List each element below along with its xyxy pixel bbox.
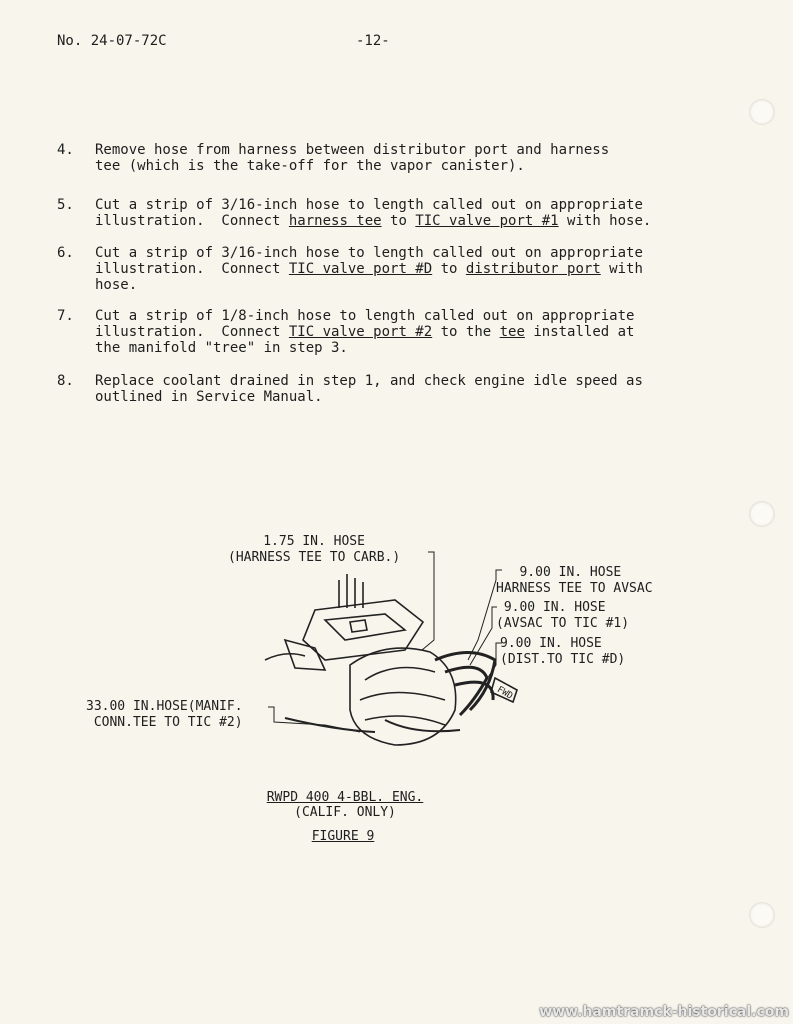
step-text: Cut a strip of 1/8-inch hose to length called out on appropriate illustration. Connect TIC valve port #2 to the tee installed at the manifold "tree" in step 3. <box>95 308 635 356</box>
callout-ticd-hose: 9.00 IN. HOSE (DIST.TO TIC #D) <box>500 636 626 667</box>
underlined-term: tee <box>499 324 525 340</box>
step-text: Cut a strip of 3/16-inch hose to length called out on appropriate illustration. Connect harness tee to TIC valve port #1 with hose. <box>95 197 652 229</box>
watermark: www.hamtramck-historical.com <box>539 1004 789 1020</box>
callout-tic1-hose: 9.00 IN. HOSE (AVSAC TO TIC #1) <box>496 600 630 631</box>
figure-title: FIGURE 9 <box>311 829 375 844</box>
underlined-term: TIC valve port #2 <box>288 324 433 340</box>
underlined-term: TIC valve port #1 <box>415 213 559 229</box>
step-text: Cut a strip of 3/16-inch hose to length called out on appropriate illustration. Connect TIC valve port #D to distributor port with hose. <box>95 245 643 293</box>
forward-label: FWD <box>495 684 515 702</box>
step-text: Replace coolant drained in step 1, and check engine idle speed as outlined in Service Manual. <box>95 373 643 405</box>
step-number: 8. <box>57 373 74 389</box>
step-number: 5. <box>57 197 74 213</box>
document-number: No. 24-07-72C <box>57 33 167 49</box>
underlined-term: distributor port <box>465 261 601 277</box>
step-number: 6. <box>57 245 74 261</box>
callout-manif-hose: 33.00 IN.HOSE(MANIF. CONN.TEE TO TIC #2) <box>86 699 243 730</box>
engine-caption: RWPD 400 4-BBL. ENG. (CALIF. ONLY) <box>266 790 424 820</box>
step-number: 4. <box>57 142 74 158</box>
callout-avsac-hose: 9.00 IN. HOSE HARNESS TEE TO AVSAC <box>496 565 653 596</box>
underlined-term: TIC valve port #D <box>288 261 433 277</box>
step-text: Remove hose from harness between distributor port and harness tee (which is the take-off for the vapor canister). <box>95 142 610 174</box>
page-number: -12- <box>356 33 390 49</box>
underlined-term: harness tee <box>288 213 382 229</box>
step-number: 7. <box>57 308 74 324</box>
callout-carb-hose: 1.75 IN. HOSE (HARNESS TEE TO CARB.) <box>228 534 401 565</box>
